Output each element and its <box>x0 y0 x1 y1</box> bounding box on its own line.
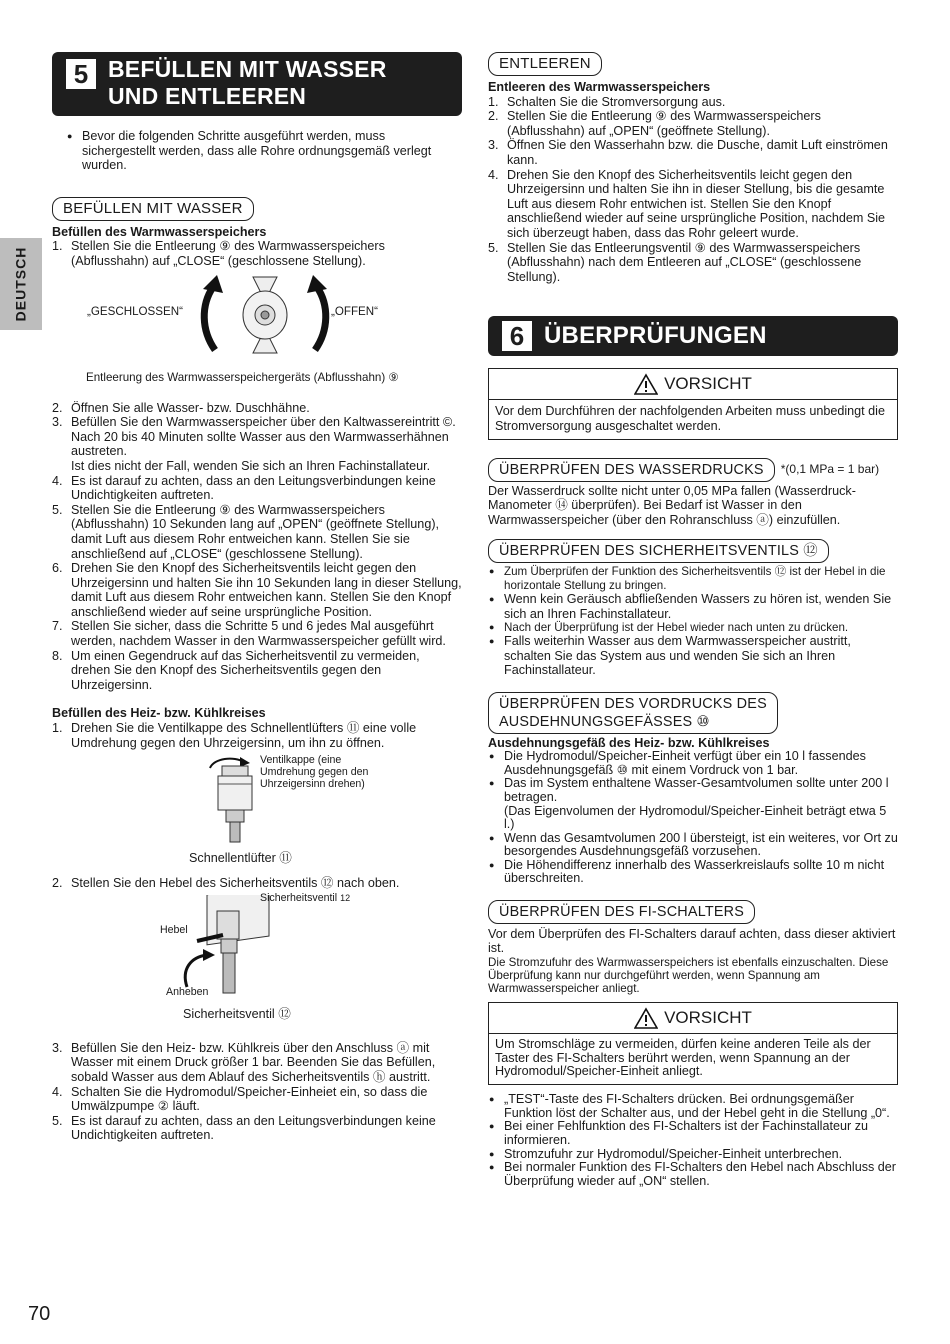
fi-text: Vor dem Überprüfen des FI-Schalters darauf achten, dass dieser aktiviert ist. <box>488 927 896 955</box>
step-text: Schalten Sie die Stromversorgung aus. <box>507 94 726 109</box>
drain-valve-figure <box>52 275 462 395</box>
fi-subsection-title: ÜBERPRÜFEN DES FI-SCHALTERS <box>488 900 755 924</box>
subsection-title-line: ÜBERPRÜFEN DES VORDRUCKS DES <box>499 695 767 712</box>
list-item: 6. Drehen Sie den Knopf des Sicherheitsventils leicht gegen den Uhrzeigersinn und halten Sie ihn 10 Sekunden lang in dieser Stellung, damit Luft aus diesem Rohr entweichen kann. Stellen Sie den Knopf anschließend wieder auf seine ursprüngliche Position. <box>52 561 462 619</box>
label-safety-valve: Sicherheitsventil 12 <box>260 891 351 904</box>
safety-valve-figure <box>52 891 462 1037</box>
list-item: 4. Es ist darauf zu achten, dass an den Leitungsverbindungen keine Undichtigkeiten auftreten. <box>52 473 436 503</box>
caution-title: VORSICHT <box>664 374 752 394</box>
fi-list <box>488 1093 898 1188</box>
air-vent-figure <box>52 754 462 872</box>
heat-steps <box>52 721 462 750</box>
heat-steps-3-5 <box>52 1041 462 1143</box>
caution-title: VORSICHT <box>664 1007 752 1027</box>
expansion-vessel-subsection-title <box>488 692 778 734</box>
heat-steps-2 <box>52 876 462 891</box>
intro-list <box>66 129 462 173</box>
section-title <box>108 56 387 110</box>
list-item: ● Wenn kein Geräusch abfließenden Wassers zu hören ist, wenden Sie sich an Ihren Fachinstallateur. <box>488 592 898 621</box>
step-text: Drehen Sie den Knopf des Sicherheitsventils leicht gegen den Uhrzeigersinn und halten Sie ihn in dieser Stellung, bis die gesamte Luft aus diesem Rohr entwichen ist. Stellen Sie den Knopf anschließend wieder auf seine ursprüngliche Position, nachdem Sie sich überzeugt haben, dass das Rohr geleert wurde. <box>507 167 886 240</box>
pressure-subsection-title: ÜBERPRÜFEN DES WASSERDRUCKS <box>488 458 775 482</box>
step-text: Um einen Gegendruck auf das Sicherheitsventil zu vermeiden, drehen Sie den Knopf des Sicherheitsventils gegen den Uhrzeigersinn. <box>71 648 420 692</box>
step-text: Befüllen Sie den Warmwasserspeicher über den Kaltwassereintritt ©. <box>71 415 456 430</box>
step-text: Es ist darauf zu achten, dass an den Leitungsverbindungen keine Undichtigkeiten auftreten. <box>71 473 436 503</box>
step-text: Befüllen Sie den Heiz- bzw. Kühlkreis über den Anschluss ⓐ mit Wasser mit einem Druck größer 1 bar. Beenden Sie das Befüllen, sobald Wasser aus dem Ablauf des Sicherheitsventils ⓗ austritt. <box>71 1040 436 1084</box>
drain-valve-illustration <box>195 275 335 365</box>
figure-label-open: „OFFEN“ <box>331 304 379 318</box>
list-item: 1. Schalten Sie die Stromversorgung aus. <box>488 94 726 109</box>
list-item: 8. Um einen Gegendruck auf das Sicherheitsventil zu vermeiden, drehen Sie den Knopf des Sicherheitsventils gegen den Uhrzeigersinn. <box>52 648 420 692</box>
label-lever: Hebel <box>160 923 188 936</box>
caution-header <box>489 369 897 400</box>
caution-text: Vor dem Durchführen der nachfolgenden Arbeiten muss unbedingt die Stromversorgung ausgeschaltet werden. <box>495 404 885 433</box>
fill-steps-continued <box>52 401 462 693</box>
drain-label: Entleeren des Warmwasserspeichers <box>488 80 711 94</box>
list-item: 3. Befüllen Sie den Warmwasserspeicher über den Kaltwassereintritt ©. Nach 20 bis 40 Minuten sollte Wasser aus den Warmwasserhähnen austreten. Ist dies nicht der Fall, wenden Sie sich an Ihren Fachinstallateur. <box>52 415 456 473</box>
caution-header <box>489 1003 897 1034</box>
list-item: 1. Stellen Sie die Entleerung ⑨ des Warmwasserspeichers (Abflusshahn) auf „CLOSE“ (geschlossene Stellung). <box>52 239 385 268</box>
section-6-header <box>488 316 898 356</box>
list-item: 3. Befüllen Sie den Heiz- bzw. Kühlkreis über den Anschluss ⓐ mit Wasser mit einem Druck größer 1 bar. Beenden Sie das Befüllen, sobald Wasser aus dem Ablauf des Sicherheitsventils ⓗ austritt. <box>52 1040 436 1084</box>
figure-caption: Entleerung des Warmwasserspeichergeräts (Abflusshahn) ⑨ <box>86 370 399 384</box>
right-column <box>488 52 898 1188</box>
list-item: ● Zum Überprüfen der Funktion des Sicherheitsventils ⑫ ist der Hebel in die horizontale Stellung zu bringen. <box>488 565 898 592</box>
list-item: ● Nach der Überprüfung ist der Hebel wieder nach unten zu drücken. <box>488 621 898 634</box>
fill-subsection-title: BEFÜLLEN MIT WASSER <box>52 197 254 221</box>
figure-caption: Sicherheitsventil ⑫ <box>183 1006 291 1021</box>
heat-label: Befüllen des Heiz- bzw. Kühlkreises <box>52 706 266 721</box>
section-title: ÜBERPRÜFUNGEN <box>544 322 767 350</box>
list-item: ● Wenn das Gesamtvolumen 200 l übersteigt, ist ein weiteres, vor Ort zu besorgendes Ausdehnungsgefäß vorzusehen. <box>488 832 898 859</box>
drain-subsection-title: ENTLEEREN <box>488 52 602 76</box>
pressure-note: *(0,1 MPa = 1 bar) <box>780 462 880 477</box>
step-text: Drehen Sie den Knopf des Sicherheitsventils leicht gegen den Uhrzeigersinn und halten Sie ihn 10 Sekunden lang in dieser Stellung, damit Luft aus diesem Rohr entweichen kann. Stellen Sie den Knopf anschließend wieder auf seine ursprüngliche Position. <box>71 561 462 619</box>
step-text: Stellen Sie das Entleerungsventil ⑨ des Warmwasserspeichers (Abflusshahn) nach dem Entleeren auf „CLOSE“ (geschlossene Stellung). <box>507 240 862 284</box>
drain-steps <box>488 95 898 285</box>
caution-box <box>488 368 898 439</box>
list-item: ● Falls weiterhin Wasser aus dem Warmwasserspeicher austritt, schalten Sie das System aus und wenden Sie sich an Ihren Fachinstallateur. <box>488 634 898 677</box>
step-text: Stellen Sie die Entleerung ⑨ des Warmwasserspeichers (Abflusshahn) auf „OPEN“ (geöffnete Stellung). <box>507 109 821 138</box>
vessel-list <box>488 750 898 886</box>
list-item: 3. Öffnen Sie den Wasserhahn bzw. die Dusche, damit Luft einströmen kann. <box>488 138 888 167</box>
step-text: Öffnen Sie den Wasserhahn bzw. die Dusche, damit Luft einströmen kann. <box>507 138 888 167</box>
language-side-tab <box>0 238 42 330</box>
section-5-header <box>52 52 462 116</box>
intro-bullet: ● Bevor die folgenden Schritte ausgeführt werden, muss sichergestellt werden, dass alle Rohre ordnungsgemäß verlegt wurden. <box>66 129 462 173</box>
list-item: 5. Stellen Sie die Entleerung ⑨ des Warmwasserspeichers (Abflusshahn) 10 Sekunden lang auf „OPEN“ (geöffnete Stellung), damit Luft aus diesem Rohr entweichen kann. Stellen Sie sie anschließend auf „CLOSE“ (geschlossene Stellung). <box>52 502 440 561</box>
pressure-text: Der Wasserdruck sollte nicht unter 0,05 MPa fallen (Wasserdruck-Manometer ⑭ überprüfen). Bei Bedarf ist Wasser in den Warmwasserspeicher (über den Rohranschluss ⓐ) einzufüllen. <box>488 483 856 527</box>
list-item: ● Bei einer Fehlfunktion des FI-Schalters ist der Fachinstallateur zu informieren. <box>488 1120 898 1147</box>
label-lift: Anheben <box>166 985 209 998</box>
list-item: 7. Stellen Sie sicher, dass die Schritte 5 und 6 jedes Mal ausgeführt werden, nachdem Wasser in den Warmwasserspeicher gefüllt wird. <box>52 619 446 649</box>
step-text: Schalten Sie die Hydromodul/Speicher-Einheiet ein, so dass die Umwälzpumpe ② läuft. <box>71 1084 428 1114</box>
list-item: 2. Stellen Sie die Entleerung ⑨ des Warmwasserspeichers (Abflusshahn) auf „OPEN“ (geöffnete Stellung). <box>488 109 821 138</box>
step-text: Es ist darauf zu achten, dass an den Leitungsverbindungen keine Undichtigkeiten auftreten. <box>71 1113 436 1143</box>
safety-valve-subsection-title: ÜBERPRÜFEN DES SICHERHEITSVENTILS ⑫ <box>488 539 829 563</box>
list-item: ● Die Höhendifferenz innerhalb des Wasserkreislaufs sollte 10 m nicht überschreiten. <box>488 859 898 886</box>
section-title-line: UND ENTLEEREN <box>108 83 307 109</box>
section-number: 5 <box>66 59 96 89</box>
language-label: DEUTSCH <box>12 246 29 322</box>
list-item: ● Die Hydromodul/Speicher-Einheit verfügt über ein 10 l fassendes Ausdehnungsgefäß ⑩ mit einem Vordruck von 1 bar. <box>488 750 898 777</box>
subsection-title-line: AUSDEHNUNGSGEFÄSSES ⑩ <box>499 713 710 730</box>
pressure-row <box>488 458 898 482</box>
list-item: 5. Es ist darauf zu achten, dass an den Leitungsverbindungen keine Undichtigkeiten auftreten. <box>52 1113 436 1143</box>
step-text: Ist dies nicht der Fall, wenden Sie sich an Ihren Fachinstallateur. <box>71 458 431 473</box>
figure-caption: Schnellentlüfter ⑪ <box>189 851 292 866</box>
safety-valve-list <box>488 565 898 677</box>
step-text: Nach 20 bis 40 Minuten sollte Wasser aus den Warmwasserhähnen austreten. <box>71 429 449 459</box>
fi-small-text: Die Stromzufuhr des Warmwasserspeichers ist ebenfalls einzuschalten. Diese Überprüfung kann nur durchgeführt werden, wenn Spannung am Warmwasserspeicher anliegt. <box>488 955 889 996</box>
warning-triangle-icon <box>634 1007 658 1029</box>
step-text: Drehen Sie die Ventilkappe des Schnellentlüfters ⑪ eine volle Umdrehung gegen den Uhrzeigersinn, um ihn zu öffnen. <box>71 721 417 750</box>
step-text: Stellen Sie sicher, dass die Schritte 5 und 6 jedes Mal ausgeführt werden, nachdem Wasser in den Warmwasserspeicher gefüllt wird. <box>71 619 446 649</box>
section-number: 6 <box>502 321 532 351</box>
list-item: ● Das im System enthaltene Wasser-Gesamtvolumen sollte unter 200 l betragen. (Das Eigenvolumen der Hydromodul/Speicher-Einheit beträgt etwa 5 l.) <box>488 777 898 831</box>
vessel-label: Ausdehnungsgefäß des Heiz- bzw. Kühlkreises <box>488 735 770 750</box>
caution-text: Um Stromschläge zu vermeiden, dürfen keine anderen Teile als der Taster des FI-Schalters berührt werden, wenn Spannung an der Hydromodul/Speicher-Einheit anliegt. <box>495 1036 871 1079</box>
caution-box <box>488 1002 898 1085</box>
step-text: Stellen Sie die Entleerung ⑨ des Warmwasserspeichers (Abflusshahn) auf „CLOSE“ (geschlossene Stellung). <box>71 239 385 268</box>
step-text: Öffnen Sie alle Wasser- bzw. Duschhähne. <box>71 400 310 415</box>
list-item: 5. Stellen Sie das Entleerungsventil ⑨ des Warmwasserspeichers (Abflusshahn) nach dem Entleeren auf „CLOSE“ (geschlossene Stellung). <box>488 240 862 284</box>
list-item: 4. Drehen Sie den Knopf des Sicherheitsventils leicht gegen den Uhrzeigersinn und halten Sie ihn in dieser Stellung, bis die gesamte Luft aus diesem Rohr entwichen ist. Stellen Sie den Knopf anschließend wieder auf seine ursprüngliche Position, nachdem Sie sich überzeugt haben, dass das Rohr geleert wurde. <box>488 167 886 240</box>
warning-triangle-icon <box>634 373 658 395</box>
list-item: ● Stromzufuhr zur Hydromodul/Speicher-Einheit unterbrechen. <box>488 1148 898 1162</box>
fill-label: Befüllen des Warmwasserspeichers <box>52 224 267 239</box>
list-item: ● Bei normaler Funktion des FI-Schalters den Hebel nach Abschluss der Überprüfung wieder auf „ON“ stellen. <box>488 1161 898 1188</box>
fill-steps <box>52 239 462 268</box>
figure-label-closed: „GESCHLOSSEN“ <box>87 304 183 318</box>
section-title-line: BEFÜLLEN MIT WASSER <box>108 56 387 82</box>
step-text: Stellen Sie die Entleerung ⑨ des Warmwasserspeichers (Abflusshahn) 10 Sekunden lang auf „OPEN“ (geöffnete Stellung), damit Luft aus diesem Rohr entweichen kann. Stellen Sie sie anschließend auf „CLOSE“ (geschlossene Stellung). <box>71 502 440 561</box>
list-item: 4. Schalten Sie die Hydromodul/Speicher-Einheiet ein, so dass die Umwälzpumpe ② läuft. <box>52 1084 428 1114</box>
air-vent-note: Ventilkappe (eine Umdrehung gegen den Uhrzeigersinn drehen) <box>260 754 369 791</box>
page-number: 70 <box>28 1303 51 1325</box>
list-item: 2. Öffnen Sie alle Wasser- bzw. Duschhähne. <box>52 400 310 415</box>
left-column <box>52 52 462 1143</box>
step-text: Stellen Sie den Hebel des Sicherheitsventils ⑫ nach oben. <box>71 876 400 891</box>
list-item: ● „TEST“-Taste des FI-Schalters drücken. Bei ordnungsgemäßer Funktion löst der Schalter aus, und der Hebel geht in die Stellung „0“. <box>488 1093 898 1120</box>
list-item: 2. Stellen Sie den Hebel des Sicherheitsventils ⑫ nach oben. <box>52 876 400 891</box>
list-item: 1. Drehen Sie die Ventilkappe des Schnellentlüfters ⑪ eine volle Umdrehung gegen den Uhrzeigersinn, um ihn zu öffnen. <box>52 721 417 750</box>
